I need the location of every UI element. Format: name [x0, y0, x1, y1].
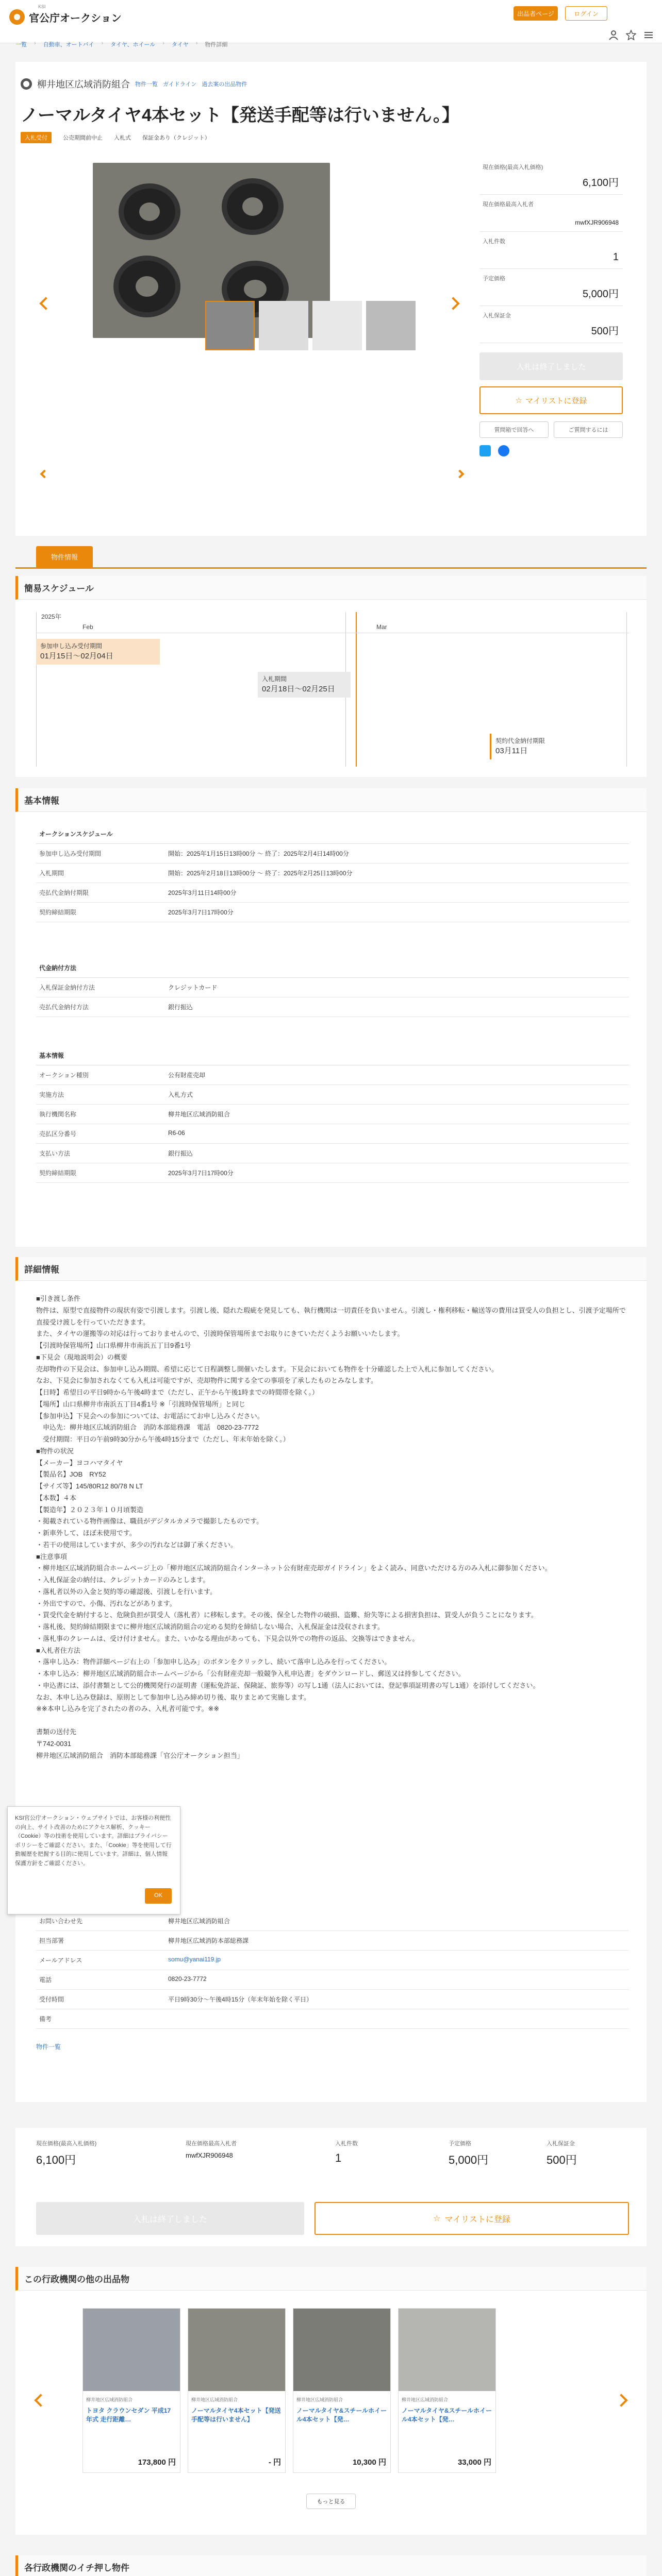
item-image — [83, 2309, 180, 2391]
key: 担当部署 — [39, 1937, 64, 1944]
bid-ended-button: 入札は終了しました — [479, 352, 623, 380]
detail-line: ・落札後、契約締結期限までに柳井地区広域消防組合の定める契約を締結しない場合、入札保証金は没収されます。 — [36, 1623, 384, 1631]
table-row — [36, 903, 629, 922]
section-title: 詳細情報 — [15, 1257, 647, 1281]
breadcrumb-separator: › — [162, 40, 164, 46]
detail-line: ・外出ですので、小傷、汚れなどがあります。 — [36, 1599, 176, 1607]
table-heading: 基本情報 — [36, 1046, 629, 1065]
card-price: 173,800 円 — [138, 2458, 176, 2467]
label: 現在価格(最高入札価格) — [36, 2141, 97, 2147]
value: 柳井地区広域消防組合 — [168, 1918, 230, 1925]
table-row — [36, 1970, 629, 1990]
timeline-line — [36, 612, 37, 767]
breadcrumb-separator: › — [195, 40, 198, 46]
gallery-prev-arrow-icon[interactable] — [39, 297, 52, 310]
basic-detail-table — [36, 1046, 629, 1183]
detail-line: ・落申し込み：物件詳細ページ右上の「参加申し込み」のボタンをクリックし、続いて落申し込みを行ってください。 — [36, 1658, 391, 1666]
mylist-label: マイリストに登録 — [525, 396, 587, 405]
value: 2025年3月11日14時00分 — [168, 889, 237, 896]
bottom-bid-panel — [15, 2128, 647, 2246]
breadcrumb-item[interactable]: 一覧 — [15, 42, 27, 48]
label: 入札件数 — [483, 239, 505, 245]
other-items-section — [15, 2267, 647, 2535]
detail-line: 【サイズ等】145/80R12 80/78 N LT — [36, 1482, 143, 1490]
detail-line: ■引き渡し条件 — [36, 1295, 80, 1302]
top-bidder: mwfXJR906948 — [186, 2151, 233, 2159]
card-org: 柳井地区広域消防組合 — [296, 2397, 343, 2402]
schedule-timeline — [36, 612, 629, 767]
detail-line — [36, 1715, 629, 1726]
breadcrumb — [15, 40, 227, 48]
star-icon: ☆ — [433, 2214, 441, 2223]
bar-dates: 03月11日 — [495, 746, 528, 755]
org-past-link[interactable]: 過去案の出品物件 — [202, 81, 247, 88]
contact-table — [36, 1911, 629, 2051]
key: メールアドレス — [39, 1957, 82, 1964]
key: 支払い方法 — [39, 1150, 71, 1157]
table-row — [36, 997, 629, 1017]
detail-line: なお、本申し込み登録は、原則として参加申し込み締め切り後、取りまとめて実施します。 — [36, 1693, 310, 1701]
bottom-bidder — [186, 2139, 237, 2159]
thumbnail[interactable] — [312, 301, 362, 350]
site-header — [0, 0, 662, 48]
detail-line: ・落札事のクレームは、受け付けません。また、いかなる理由があっても、下見会以外での物件の返品、交換等はできません。 — [36, 1634, 419, 1642]
detail-section — [15, 1257, 647, 2102]
label: 現在価格最高入札者 — [186, 2141, 237, 2147]
year-label: 2025年 — [41, 613, 61, 620]
detail-line: ■下見会（現地説明会）の概要 — [36, 1353, 127, 1361]
estimated-price: 5,000円 — [582, 289, 619, 300]
value — [165, 2009, 629, 2028]
cookie-text: KSI官公庁オークション・ウェブサイトでは、お客様の利便性の向上、サイト改善のためにアクセス解析、クッキー（Cookie）等の技術を使用しています。詳細はプライバシーポリシーをご確認ください。また、「Cookie」等を使用して行動履歴を把握する目的に使用しています。詳細は、個人情報保護方針をご確認ください。 — [15, 1815, 172, 1867]
detail-line: 【場所】山口県柳井市南浜五丁目4番1号 ※「引渡時保管場所」と同じ — [36, 1400, 245, 1408]
detail-line: 受付期間：平日の午前9時30分から午後4時15分まで（ただし、年末年始を除く。） — [36, 1435, 290, 1443]
org-items-link[interactable]: 物件一覧 — [135, 81, 158, 88]
table-row — [36, 883, 629, 903]
status-badge: 入札受付 — [21, 132, 52, 143]
org-name: 柳井地区広域消防組合 — [37, 79, 130, 90]
item-list-link[interactable]: 物件一覧 — [36, 2043, 61, 2050]
key: オークション種別 — [39, 1072, 89, 1079]
detail-line: 【日時】希望日の平日9時から午後4時まで（ただし、正午から午後1時までの時間帯を除く。） — [36, 1388, 319, 1396]
thumbnail[interactable] — [205, 301, 255, 350]
payment-method-table — [36, 958, 629, 1017]
share-buttons — [479, 445, 623, 456]
tire-image — [113, 256, 180, 317]
bar-title: 参加申し込み受付期間 — [40, 642, 103, 650]
top-bidder-row — [479, 195, 623, 232]
carousel-prev-arrow-icon[interactable] — [34, 2394, 47, 2406]
detail-line: 【引渡時保管場所】山口県柳井市南浜五丁目9番1号 — [36, 1342, 191, 1349]
breadcrumb-separator: › — [34, 40, 36, 46]
tab-item-info[interactable]: 物件情報 — [36, 546, 93, 567]
twitter-icon[interactable] — [479, 445, 491, 456]
current-price: 6,100円 — [582, 177, 619, 189]
detail-body — [36, 1293, 629, 1761]
org-emblem-icon — [21, 78, 32, 90]
show-more-button[interactable]: もっと見る — [306, 2494, 356, 2509]
timeline-line — [626, 612, 627, 767]
table-row — [36, 1105, 629, 1124]
org-guideline-link[interactable]: ガイドライン — [163, 81, 197, 88]
email-link[interactable]: somu@yanai119.jp — [168, 1956, 221, 1963]
logo-text: 官公庁オークション — [29, 12, 122, 24]
detail-line: ■注意事項 — [36, 1552, 67, 1561]
value: 開始：2025年1月15日13時00分 ～ 終了：2025年2月4日14時00分 — [168, 850, 349, 857]
card-title[interactable]: ノーマルタイヤ&スチールホイール4本セット【発… — [296, 2407, 387, 2423]
value: 入札方式 — [168, 1091, 193, 1098]
bid-count: 1 — [335, 2151, 342, 2164]
breadcrumb-item[interactable]: タイヤ — [171, 42, 189, 48]
detail-line: また、タイヤの運搬等の対応は行っておりませんので、引渡時保管場所までお取りにきていただくようお願いいたします。 — [36, 1330, 404, 1338]
badge-row — [21, 132, 210, 143]
bid-count: 1 — [613, 251, 619, 263]
bar-dates: 01月15日～02月04日 — [40, 651, 113, 660]
breadcrumb-current: 物件詳細 — [205, 42, 228, 48]
table-row — [36, 978, 629, 997]
add-mylist-button[interactable] — [315, 2202, 629, 2235]
table-heading: オークションスケジュール — [36, 824, 629, 844]
how-to-ask-button[interactable]: ご質問するには — [554, 421, 623, 438]
item-card[interactable] — [293, 2308, 391, 2473]
bid-panel — [479, 158, 623, 456]
key: 入札期間 — [39, 870, 64, 877]
cookie-ok-button[interactable]: OK — [145, 1888, 172, 1904]
key: 参加申し込み受付期間 — [39, 850, 102, 857]
gallery-next-arrow-icon[interactable] — [446, 297, 459, 310]
detail-line: ・柳井地区広域消防組合ホームページ上の「柳井地区広域消防組合インターネット公有財産売却ガイドライン」をよく読み、同意いただける方のみ入札に御参加ください。 — [36, 1564, 552, 1572]
value: 開始：2025年2月18日13時00分 ～ 終了：2025年2月25日13時00分 — [168, 870, 353, 877]
estimated-price: 5,000円 — [449, 2154, 489, 2166]
other-items-carousel — [82, 2308, 496, 2473]
breadcrumb-separator: › — [101, 40, 104, 46]
card-org: 柳井地区広域消防組合 — [402, 2397, 449, 2402]
detail-line: ・申込書には、添付書類として公的機関発行の証明書（運転免許証、保険証、旅券等）の写し1通（法人においては、登記事項証明書の写し1通）を添付してください。 — [36, 1681, 540, 1689]
label: 入札保証金 — [483, 313, 511, 319]
current-price: 6,100円 — [36, 2154, 76, 2166]
login-button[interactable]: ログイン — [565, 6, 607, 21]
value: 2025年3月7日17時00分 — [168, 1170, 234, 1177]
label: 予定価格 — [483, 276, 505, 282]
breadcrumb-item[interactable]: タイヤ、ホイール — [110, 42, 156, 48]
mylist-label: マイリストに登録 — [444, 2215, 510, 2224]
badge-method: 入札式 — [114, 135, 131, 141]
thumb-next-arrow-icon[interactable] — [456, 470, 465, 479]
table-row — [36, 1065, 629, 1085]
key: 契約締結期限 — [39, 909, 77, 916]
value: 2025年3月7日17時00分 — [168, 909, 234, 916]
detail-line: ・本申し込み：柳井地区広域消防組合ホームページから「公有財産売却一般競争入札申込書」をダウンロードし、郵送又は持参してください。 — [36, 1670, 465, 1677]
bottom-current — [36, 2139, 96, 2167]
detail-line: 柳井地区広域消防組合 消防本部総務課「官公庁オークション担当」 — [36, 1751, 244, 1759]
detail-line: 【メーカー】ヨコハマタイヤ — [36, 1459, 123, 1467]
seller-page-button[interactable]: 出品者ページ — [514, 6, 558, 21]
user-icon[interactable] — [608, 30, 619, 40]
detail-line: ・買受代金を納付すると、危険負担が買受人（落札者）に移転します。その後、保全した物件の破損、盗難、紛失等による損害負担は、買受人が負うことになります。 — [36, 1611, 538, 1619]
key: お問い合わせ先 — [39, 1918, 83, 1925]
key: 受付時間 — [39, 1996, 64, 2003]
badge-deposit: 保証金あり（クレジット） — [142, 135, 210, 141]
key: 実施方法 — [39, 1091, 64, 1098]
bid-count-row — [479, 232, 623, 269]
deposit-row — [479, 306, 623, 343]
detail-line: 【製造年】２０２３年１０月頃製造 — [36, 1505, 144, 1514]
detail-line: ・新車外して、ほぼ未使用です。 — [36, 1529, 136, 1537]
org-header — [21, 77, 247, 91]
table-row — [36, 1085, 629, 1105]
bottom-deposit — [547, 2139, 577, 2167]
tire-image — [222, 178, 284, 235]
section-title: 各行政機関のイチ押し物件 — [15, 2555, 647, 2576]
facebook-icon[interactable] — [498, 445, 509, 456]
item-image — [399, 2309, 495, 2391]
label: 現在価格最高入札者 — [483, 201, 534, 208]
header-icons — [608, 30, 654, 40]
carousel-next-arrow-icon[interactable] — [615, 2394, 627, 2406]
detail-line: 【参加申込】下見会への参加については、お電話にてお申し込みください。 — [36, 1412, 264, 1420]
detail-line: ・落札者以外の入金と契約等の確認後、引渡しを行います。 — [36, 1587, 217, 1596]
breadcrumb-item[interactable]: 自動車、オートバイ — [43, 42, 94, 48]
key: 執行機関名称 — [39, 1111, 77, 1118]
item-card[interactable] — [398, 2308, 496, 2473]
detail-line: 書類の送付先 — [36, 1728, 77, 1736]
menu-icon[interactable] — [643, 30, 654, 40]
bottom-est — [449, 2139, 488, 2167]
cookie-notice — [7, 1806, 180, 1914]
bar-title: 契約代金納付期限 — [495, 737, 545, 744]
key: 売払区分番号 — [39, 1130, 77, 1138]
detail-line: 売却物件の下見会は、参加申し込み期間、希望に応じて日程調整し開催いたします。下見会においても物件を十分確認した上で入札に参加してください。 — [36, 1365, 498, 1373]
key: 入札保証金納付方法 — [39, 984, 95, 991]
key: 契約締結期限 — [39, 1170, 77, 1177]
card-org: 柳井地区広域消防組合 — [191, 2397, 238, 2402]
item-card[interactable] — [188, 2308, 286, 2473]
label: 予定価格 — [449, 2141, 471, 2147]
table-heading: 代金納付方法 — [36, 958, 629, 978]
card-title[interactable]: ノーマルタイヤ&スチールホイール4本セット【発… — [402, 2407, 492, 2423]
bar-dates: 02月18日～02月25日 — [262, 684, 335, 693]
table-row — [36, 1931, 629, 1951]
current-price-row — [479, 158, 623, 195]
key: 備考 — [39, 2015, 52, 2023]
logo-sub: KSI — [38, 4, 46, 9]
month-mar: Mar — [376, 623, 387, 631]
basic-info-section — [15, 788, 647, 1247]
section-title: 基本情報 — [15, 788, 647, 812]
estimated-price-row — [479, 269, 623, 306]
detail-line: 〒742-0031 — [36, 1739, 71, 1748]
tab-bar — [15, 546, 647, 569]
table-row — [36, 1144, 629, 1163]
detail-line: ■物件の状況 — [36, 1447, 74, 1455]
thumb-prev-arrow-icon[interactable] — [40, 470, 49, 479]
deposit: 500円 — [591, 326, 619, 337]
bar-title: 入札期間 — [262, 675, 287, 683]
question-box-button[interactable]: 質問箱で回答へ — [479, 421, 549, 438]
thumbnail[interactable] — [259, 301, 308, 350]
detail-line: ※※本申し込みを完了されたの者のみ、入札者可能です。※※ — [36, 1705, 220, 1713]
detail-line: ・入札保証金の納付は、クレジットカードのみとします。 — [36, 1576, 210, 1584]
detail-line: なお、下見会に参加されなくても入札は可能ですが、売却物件に関する全ての事項を了承したものとみなします。 — [36, 1377, 377, 1385]
item-image — [293, 2309, 390, 2391]
key: 売払代金納付期限 — [39, 889, 89, 896]
month-feb: Feb — [82, 623, 93, 631]
table-row — [36, 863, 629, 883]
section-title: 簡易スケジュール — [15, 576, 647, 600]
pick-items-section — [15, 2555, 647, 2576]
card-price: 10,300 円 — [352, 2458, 386, 2467]
value: 公有財産売却 — [168, 1072, 206, 1079]
bid-ended-button: 入札は終了しました — [36, 2202, 304, 2235]
question-buttons — [479, 421, 623, 438]
site-logo[interactable] — [9, 4, 122, 25]
label: 入札件数 — [335, 2141, 358, 2147]
table-row — [36, 1124, 629, 1144]
logo-icon — [9, 9, 25, 25]
detail-line: ・掲載されている物件画像は、職員がデジタルカメラで撮影したものです。 — [36, 1517, 263, 1526]
deposit: 500円 — [547, 2154, 577, 2166]
thumbnail[interactable] — [366, 301, 416, 350]
detail-line: ・若干の使用はしていますが、多少の汚れなどは御了承ください。 — [36, 1540, 238, 1549]
thumbnail-strip — [205, 301, 416, 350]
auction-schedule-table — [36, 824, 629, 922]
card-title[interactable]: トヨタ クラウンセダン 平成17年式 走行距離… — [86, 2407, 171, 2423]
top-bidder: mwfXJR906948 — [575, 219, 619, 226]
key: 電話 — [39, 1976, 52, 1984]
schedule-application — [36, 639, 160, 665]
back-link-wrap — [36, 2042, 629, 2051]
section-title: この行政機関の他の出品物 — [15, 2267, 647, 2291]
value: 銀行振込 — [168, 1150, 193, 1157]
card-price: 33,000 円 — [457, 2458, 491, 2467]
today-line — [356, 612, 357, 767]
card-title[interactable]: ノーマルタイヤ4本セット【発送手配等は行いません】 — [191, 2407, 281, 2423]
value: R6-06 — [168, 1129, 185, 1137]
bottom-count — [335, 2139, 358, 2165]
schedule-payment — [490, 734, 583, 759]
item-title: ノーマルタイヤ4本セット【発送手配等は行いません。】 — [21, 106, 459, 125]
value: 0820-23-7772 — [168, 1975, 207, 1982]
star-icon: ☆ — [515, 396, 523, 405]
item-image — [188, 2309, 285, 2391]
key: 売払代金納付方法 — [39, 1004, 89, 1011]
value: 柳井地区広域消防本部総務課 — [168, 1937, 249, 1944]
badge-cancel: 公売期間前中止 — [63, 135, 103, 141]
add-mylist-button[interactable] — [479, 386, 623, 414]
value: 平日9時30分～午後4時15分（年末年始を除く平日） — [168, 1996, 313, 2003]
card-price: - 円 — [268, 2458, 281, 2467]
table-row — [36, 2009, 629, 2029]
schedule-section — [15, 576, 647, 777]
table-row — [36, 1990, 629, 2009]
detail-line: 【製品名】JOB RY52 — [36, 1470, 106, 1479]
table-row — [36, 1163, 629, 1183]
detail-line: ■入札者住方法 — [36, 1646, 80, 1654]
detail-line: 物件は、原型で直接物件の現状有姿で引渡します。引渡し後、隠れた瑕疵を発見しても、執行機関は一切責任を負いません。引渡し・権利移転・輸送等の費用は買受人の負担とし、引渡予定場所で直接受け渡しを行っていただきます。 — [36, 1306, 626, 1326]
value: クレジットカード — [168, 984, 218, 991]
label: 入札保証金 — [547, 2141, 575, 2147]
schedule-bidding — [258, 672, 351, 698]
label: 現在価格(最高入札価格) — [483, 164, 543, 171]
item-card[interactable] — [82, 2308, 180, 2473]
card-org: 柳井地区広域消防組合 — [86, 2397, 133, 2402]
star-icon[interactable] — [626, 30, 636, 40]
detail-line: 申込先：柳井地区広域消防組合 消防本部総務課 電話 0820-23-7772 — [36, 1423, 259, 1432]
detail-line: 【本数】４本 — [36, 1494, 77, 1502]
value: 銀行振込 — [168, 1004, 193, 1011]
table-row — [36, 844, 629, 863]
tire-image — [119, 183, 180, 240]
value: 柳井地区広域消防組合 — [168, 1111, 230, 1118]
table-row — [36, 1951, 629, 1970]
